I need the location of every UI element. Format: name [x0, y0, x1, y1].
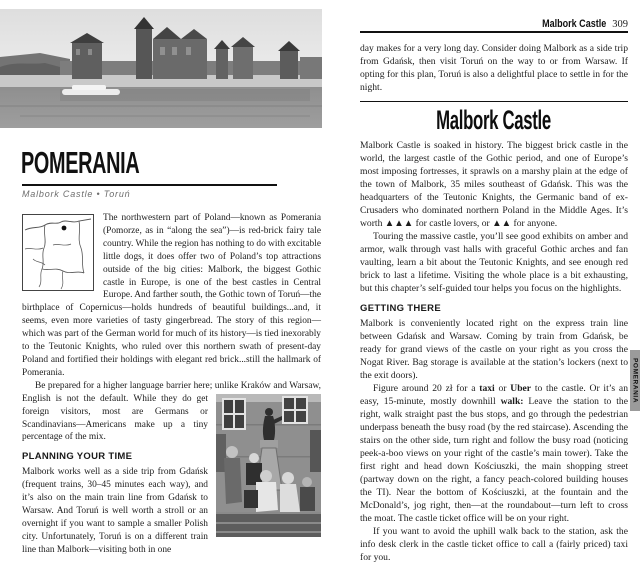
- poland-map-inset: [22, 214, 94, 291]
- poland-map-graphic: [23, 215, 93, 290]
- directions-text-3: to the castle. Or it’s an easy, 15-minute, mostly downhill: [360, 383, 628, 408]
- getting-there-paragraph-3: If you want to avoid the uphill walk back to the station, ask the info desk clerk in the castle ticket office to call a (fairly priced) taxi for you.: [360, 526, 628, 564]
- right-page-body: [360, 42, 628, 564]
- title-rule: [22, 184, 277, 186]
- chapter-title: [360, 105, 628, 135]
- language-paragraph: [22, 380, 321, 445]
- directions-text-2: or: [494, 383, 511, 395]
- uber-bold: Uber: [510, 383, 532, 395]
- directions-text-4: Leave the station to the right, walk straight past the bus stops, and go through the pedestrian underpass beneath the busy road (by the red staircase). Ascending the stairs on the other side, turn right and follow the busy road (noticing peek-a-boo views on your right of the castle’s main tower). Take the first right and head down Kościuszki, the main shopping street (partway down on the right, a fancy peach-colored building houses the TI). Near the bottom of Kościuszki, at the fountain and the McDonald’s, jog right, then—at the roundabout—turn left to cross the moat. The castle ticket office will be on your right.: [360, 396, 628, 525]
- statue-photo-graphic: [216, 394, 321, 537]
- castle-panorama-graphic: [0, 9, 322, 128]
- chapter-divider-rule: [360, 101, 628, 102]
- language-paragraph-part2: While they do get foreign visitors, most are Germans or Scandinavians—Americans make up a tiny percentage of the mix.: [22, 393, 208, 443]
- planning-paragraph: Malbork works well as a side trip from Gdańsk (frequent trains, 30–45 minutes each way), and it’s also on the main train line from Gdańsk to Warsaw. And Toruń is well worth a stroll or an overnight if you want to sample a smaller Polish city. Unfortunately, Toruń is on a different train line than Malbork—visiting both in one: [22, 467, 208, 555]
- running-header-rule: [360, 31, 628, 33]
- language-paragraph-part1: Be prepared for a higher language barrier here; unlike Kraków and Warsaw, English is not the default.: [22, 380, 321, 404]
- getting-there-paragraph-2: [360, 382, 628, 525]
- chapter-tab-label: POMERANIA: [631, 357, 639, 404]
- page-title: [21, 146, 206, 180]
- castle-panorama-photo: [0, 9, 322, 128]
- planning-your-time-heading: PLANNING YOUR TIME: [22, 451, 133, 463]
- taxi-bold: taxi: [479, 383, 495, 395]
- intro-paragraph-text: The northwestern part of Poland—known as Pomerania (Pomorze, as in “along the sea”)—is red-brick fairy tale country. While the region has nothing to do with excitable little dogs, it does offer two of Poland’s top attractions outside of the big cities: Malbork, the biggest Gothic castle in Europe, is one of the best castles in Central Europe. And farther south, the Gothic town of Toruń—the birthplace of Copernicus—holds hundreds of beautiful buildings...and, it seems, even more varieties of tasty gingerbread. The story of this region—which was part of the German world for much of its history—is tied inexorably to the Teutonic Knights, who ruled over this northern swath of present-day Poland and fortified their holdings with elegant red brick...still the hallmark of Pomerania.: [22, 213, 321, 378]
- getting-there-heading: GETTING THERE: [360, 303, 441, 315]
- chapter-title-text: Malbork Castle: [436, 105, 552, 136]
- page-subtitle: Malbork Castle • Toruń: [22, 189, 131, 199]
- chapter-tab: [630, 350, 640, 411]
- touring-paragraph: Touring the massive castle, you’ll see good exhibits on amber and armor, walk through vast halls with graceful Gothic arches and fan vaulting, learn a bit about the Teutonic Knights, and see enough red brick to last a lifetime. Visiting the whole place is a bit exhausting, but this chapter’s self-guided tour helps you focus on the highlights.: [360, 231, 628, 295]
- running-header-title: Malbork Castle: [542, 18, 607, 30]
- page-title-text: POMERANIA: [21, 145, 140, 180]
- page-number: 309: [612, 19, 628, 30]
- statue-photo: [216, 394, 321, 537]
- running-header: [360, 14, 628, 32]
- right-page: [330, 0, 640, 568]
- left-page-body: [22, 212, 321, 557]
- continuation-paragraph: day makes for a very long day. Consider doing Malbork as a side trip from Gdańsk, then visit Toruń on the way to or from Warsaw. If opting for this plan, Toruń is also a delightful place to settle in for the night.: [360, 43, 628, 93]
- intro-paragraph: [22, 212, 321, 380]
- chapter-intro-paragraph: Malbork Castle is soaked in history. The biggest brick castle in the world, the largest castle of the Gothic period, and one of Europe’s most imposing fortresses, it sprawls on a marshy plain at the edge of the town of Malbork, 35 miles southeast of Gdańsk. This was the headquarters of the Teutonic Knights, the Germanic band of ex-Crusaders who dominated northern Poland in the Middle Ages. It’s worth ▲▲▲ for castle lovers, or ▲▲ for anyone.: [360, 140, 628, 230]
- walk-bold: walk:: [500, 396, 524, 408]
- getting-there-paragraph-1: Malbork is conveniently located right on the express train line between Gdańsk and Warsaw. Coming by train from Gdańsk, be ready for grand views of the castle on your right as you cross the Nogat River. Bag storage is available at the station’s lockers (next to the exit doors).: [360, 318, 628, 382]
- directions-text-1: Figure around 20 zł for a: [373, 383, 480, 395]
